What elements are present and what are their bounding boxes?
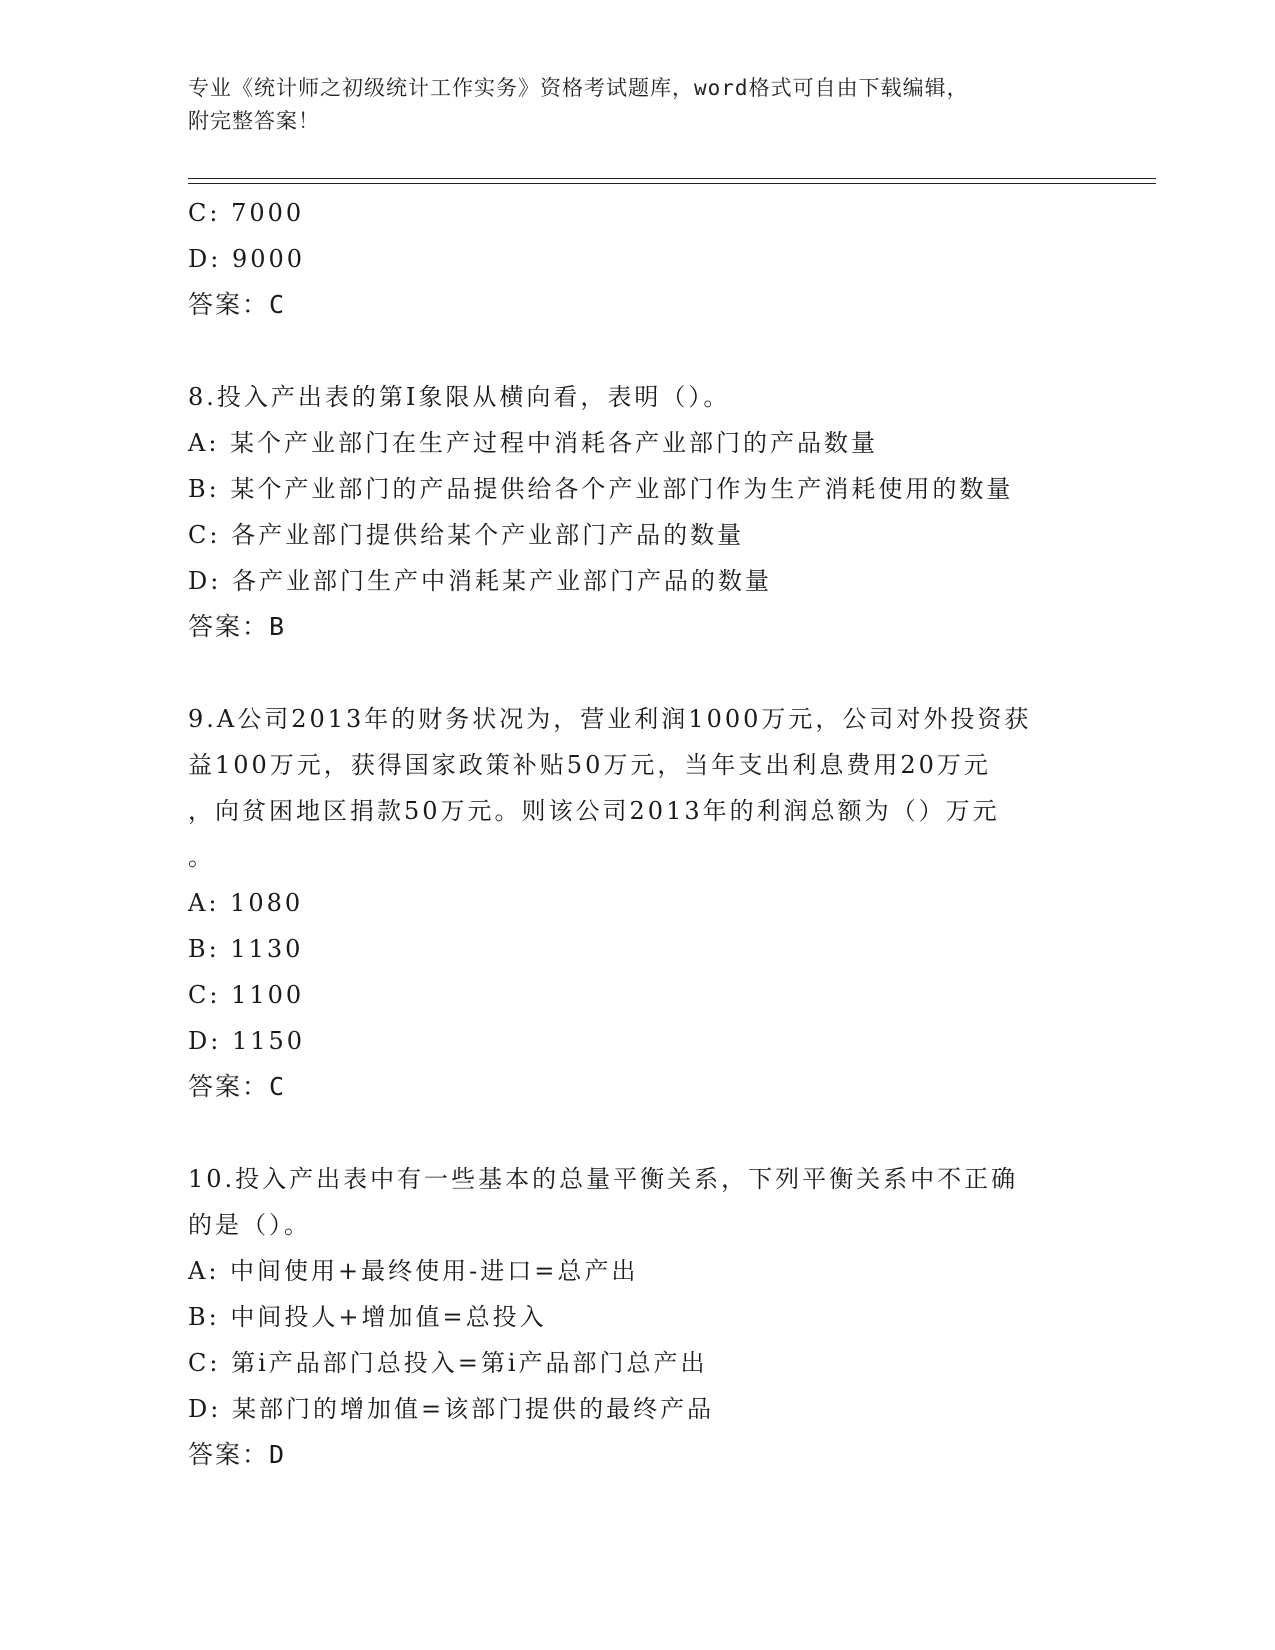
question-stem-line-3: ，向贫困地区捐款50万元。则该公司2013年的利润总额为（）万元 [188,797,1000,825]
header-line-2: 附完整答案！ [188,109,320,133]
question-7 [188,190,1088,328]
answer: 答案：B [188,612,287,641]
option-c: C: 第i产品部门总投入=第i产品部门总产出 [188,1349,708,1377]
option-a: A: 1080 [188,889,304,917]
option-b: B: 某个产业部门的产品提供给各个产业部门作为生产消耗使用的数量 [188,475,1014,503]
question-8 [188,374,1088,650]
question-10 [188,1156,1088,1478]
answer: 答案：C [188,290,287,319]
question-stem-line-1: 9.A公司2013年的财务状况为，营业利润1000万元，公司对外投资获 [188,705,1032,733]
header-divider-bottom [188,183,1156,184]
option-d: D: 某部门的增加值=该部门提供的最终产品 [188,1395,715,1423]
question-stem-line-1: 10.投入产出表中有一些基本的总量平衡关系，下列平衡关系中不正确 [188,1165,1019,1193]
spacer [188,328,1088,374]
option-d: D: 1150 [188,1027,306,1055]
question-stem: 8.投入产出表的第Ⅰ象限从横向看，表明（）。 [188,383,731,411]
header-line-1: 专业《统计师之初级统计工作实务》资格考试题库，word格式可自由下载编辑， [188,76,969,100]
option-c: C: 1100 [188,981,305,1009]
question-stem-line-2: 益100万元，获得国家政策补贴50万元，当年支出利息费用20万元 [188,751,991,779]
spacer [188,650,1088,696]
question-stem-line-2: 的是（）。 [188,1211,311,1239]
answer: 答案：D [188,1440,287,1469]
option-a: A: 中间使用+最终使用-进口=总产出 [188,1257,639,1285]
option-c: C: 7000 [188,199,305,227]
question-stem-line-4: 。 [188,843,215,871]
answer: 答案：C [188,1072,287,1101]
spacer [188,1110,1088,1156]
question-9 [188,696,1088,1110]
option-c: C: 各产业部门提供给某个产业部门产品的数量 [188,521,745,549]
option-b: B: 中间投人+增加值=总投入 [188,1303,547,1331]
option-a: A: 某个产业部门在生产过程中消耗各产业部门的产品数量 [188,429,879,457]
option-d: D: 各产业部门生产中消耗某产业部门产品的数量 [188,567,772,595]
header-divider-top [188,178,1156,179]
document-header [188,72,1088,138]
question-list [188,190,1088,1478]
option-d: D: 9000 [188,245,306,273]
option-b: B: 1130 [188,935,304,963]
